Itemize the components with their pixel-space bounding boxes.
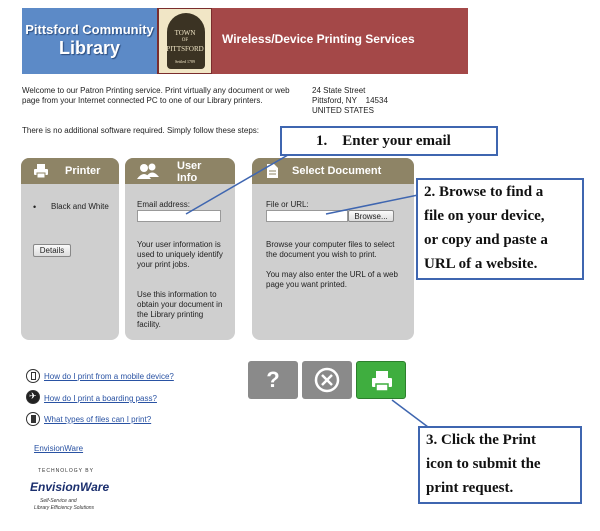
callout-step-3-line2: icon to submit the bbox=[426, 456, 541, 472]
browse-description: Browse your computer files to select the document you wish to print. bbox=[266, 240, 395, 259]
help-link-boarding-pass[interactable]: How do I print a boarding pass? bbox=[44, 394, 157, 403]
seal-text-pittsford: PITTSFORD bbox=[166, 45, 204, 53]
address-country: UNITED STATES bbox=[312, 106, 374, 115]
seal-text-town: TOWN bbox=[174, 29, 196, 37]
callout-step-2 bbox=[416, 178, 584, 280]
email-label: Email address: bbox=[137, 200, 190, 209]
instructions-text: There is no additional software required. Simply follow these steps: bbox=[22, 126, 260, 135]
printer-panel-title: Printer bbox=[65, 165, 101, 177]
logo-technology-by: TECHNOLOGY BY bbox=[38, 468, 94, 474]
file-url-label: File or URL: bbox=[266, 200, 309, 209]
select-document-title: Select Document bbox=[292, 165, 382, 177]
seal-text-settled: Settled 1789 bbox=[174, 59, 196, 64]
callout-step-2-line1: 2. Browse to find a bbox=[424, 184, 544, 200]
radio-bullet-icon[interactable]: • bbox=[33, 202, 37, 212]
callout-step-3-line3: print request. bbox=[426, 480, 514, 496]
browse-button[interactable]: Browse... bbox=[348, 210, 394, 222]
library-name-line1: Pittsford Community bbox=[25, 22, 154, 37]
logo-envisionware: EnvisionWare bbox=[30, 480, 110, 494]
callout-step-3 bbox=[418, 426, 582, 504]
help-link-file-types[interactable]: What types of files can I print? bbox=[44, 415, 152, 424]
user-info-title-line2: Info bbox=[177, 172, 198, 184]
user-info-pickup-note: Use this information to obtain your document in the Library printing facility. bbox=[137, 290, 223, 329]
url-description: You may also enter the URL of a web page you want printed. bbox=[266, 270, 398, 289]
help-link-mobile[interactable]: How do I print from a mobile device? bbox=[44, 372, 174, 381]
callout-line-2 bbox=[326, 195, 418, 214]
address-city: Pittsford, NY 14534 bbox=[312, 96, 388, 105]
question-mark-icon: ? bbox=[266, 367, 280, 392]
user-info-description: Your user information is used to uniquely identify your print jobs. bbox=[137, 240, 223, 269]
seal-text-of: OF bbox=[181, 38, 189, 43]
callout-step-2-line2: file on your device, bbox=[424, 208, 545, 224]
logo-tagline-2: Library Efficiency Solutions bbox=[34, 505, 95, 511]
logo-tagline-1: Self-Service and bbox=[40, 498, 77, 504]
printer-option-label: Black and White bbox=[51, 202, 109, 211]
airplane-icon[interactable]: ✈ bbox=[26, 390, 40, 404]
envisionware-link[interactable]: EnvisionWare bbox=[34, 444, 84, 453]
callout-step-1 bbox=[280, 126, 498, 156]
page-title: Wireless/Device Printing Services bbox=[222, 32, 415, 46]
callout-step-2-line3: or copy and paste a bbox=[424, 232, 548, 248]
callout-step-3-line1: 3. Click the Print bbox=[426, 432, 536, 448]
address-street: 24 State Street bbox=[312, 86, 366, 95]
user-info-title-line1: User bbox=[177, 160, 202, 172]
welcome-text: Welcome to our Patron Printing service. Print virtually any document or web page from your Internet connected PC to one of our Library printers. bbox=[22, 86, 290, 105]
callout-step-1-text: 1. Enter your email bbox=[316, 133, 451, 149]
callout-step-2-line4: URL of a website. bbox=[424, 256, 538, 272]
library-name-line2: Library bbox=[58, 38, 121, 58]
details-button[interactable]: Details bbox=[33, 244, 71, 257]
callout-line-1 bbox=[186, 148, 300, 214]
